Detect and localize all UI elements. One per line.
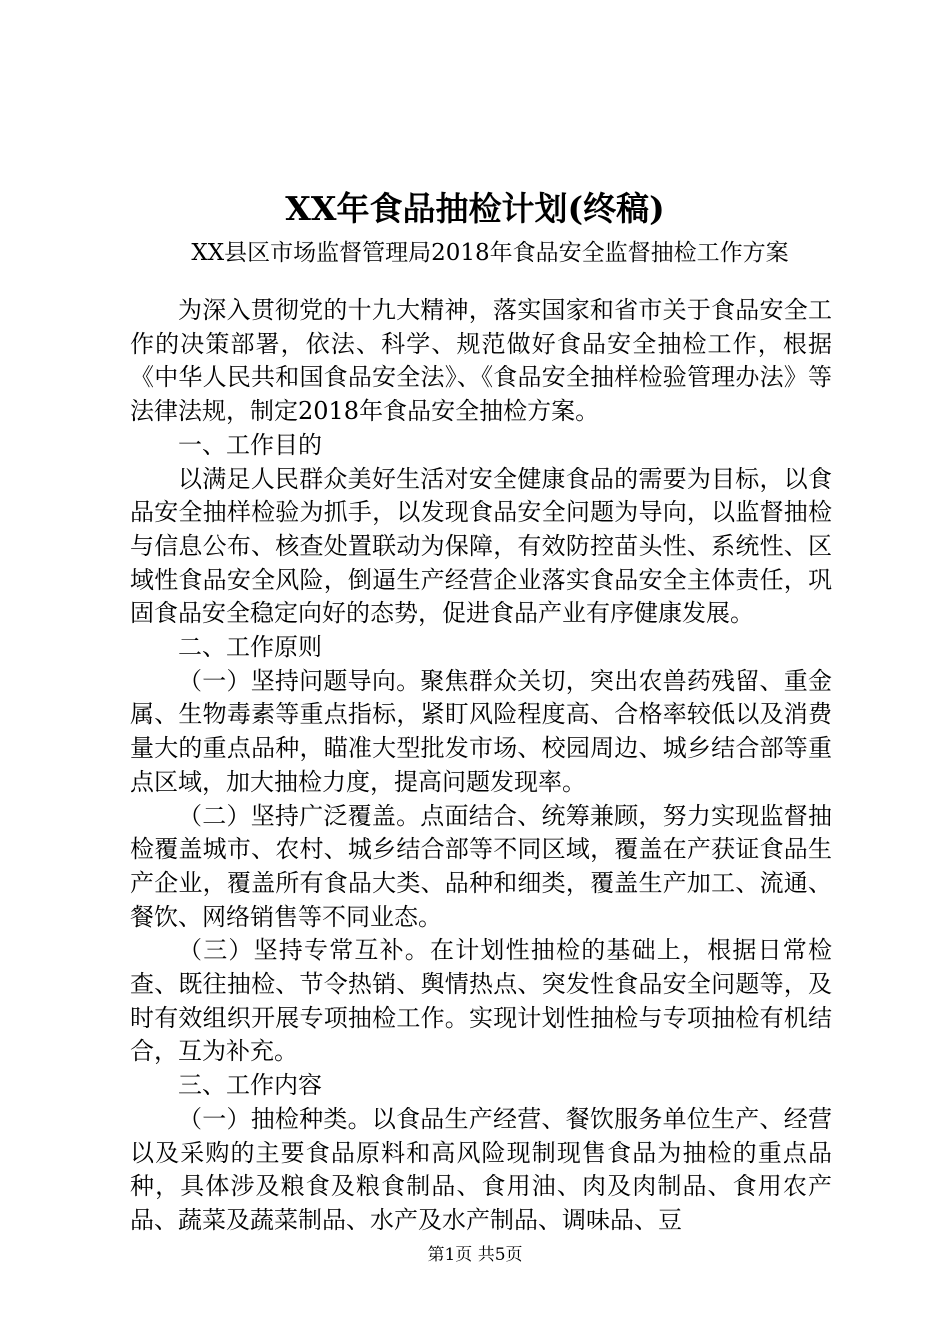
paragraph-objective: 以满足人民群众美好生活对安全健康食品的需要为目标，以食品安全抽样检验为抓手，以发现食品安全问题为导向，以监督抽检与信息公布、核查处置联动为保障，有效防控苗头性、系统性、区域性食品安全风险，倒逼生产经营企业落实食品安全主体责任，巩固食品安全稳定向好的态势，促进食品产业有序健康发展。 bbox=[130, 464, 832, 628]
section-heading-1: 一、工作目的 bbox=[178, 430, 322, 459]
paragraph-principle-1: （一）坚持问题导向。聚焦群众关切，突出农兽药残留、重金属、生物毒素等重点指标，紧盯风险程度高、合格率较低以及消费量大的重点品种，瞄准大型批发市场、校园周边、城乡结合部等重点区域，加大抽检力度，提高问题发现率。 bbox=[130, 666, 832, 796]
page-footer: 第1页 共5页 bbox=[427, 1245, 523, 1265]
document-body bbox=[130, 294, 832, 1238]
document-subtitle: XX县区市场监督管理局2018年食品安全监督抽检工作方案 bbox=[191, 240, 789, 266]
section-heading-2: 二、工作原则 bbox=[178, 633, 322, 662]
paragraph-content-1: （一）抽检种类。以食品生产经营、餐饮服务单位生产、经营以及采购的主要食品原料和高风险现制现售食品为抽检的重点品种，具体涉及粮食及粮食制品、食用油、肉及肉制品、食用农产品、蔬菜及蔬菜制品、水产及水产制品、调味品、豆 bbox=[130, 1104, 832, 1234]
paragraph-principle-3: （三）坚持专常互补。在计划性抽检的基础上，根据日常检查、既往抽检、节令热销、舆情热点、突发性食品安全问题等，及时有效组织开展专项抽检工作。实现计划性抽检与专项抽检有机结合，互为补充。 bbox=[130, 936, 832, 1066]
paragraph-principle-2: （二）坚持广泛覆盖。点面结合、统筹兼顾，努力实现监督抽检覆盖城市、农村、城乡结合部等不同区域，覆盖在产获证食品生产企业，覆盖所有食品大类、品种和细类，覆盖生产加工、流通、餐饮、网络销售等不同业态。 bbox=[130, 801, 832, 931]
paragraph-intro: 为深入贯彻党的十九大精神，落实国家和省市关于食品安全工作的决策部署，依法、科学、规范做好食品安全抽检工作，根据《中华人民共和国食品安全法》、《食品安全抽样检验管理办法》等法律法规，制定2018年食品安全抽检方案。 bbox=[130, 296, 832, 426]
document-title: XX年食品抽检计划(终稿) bbox=[285, 189, 665, 228]
section-heading-3: 三、工作内容 bbox=[178, 1071, 322, 1100]
